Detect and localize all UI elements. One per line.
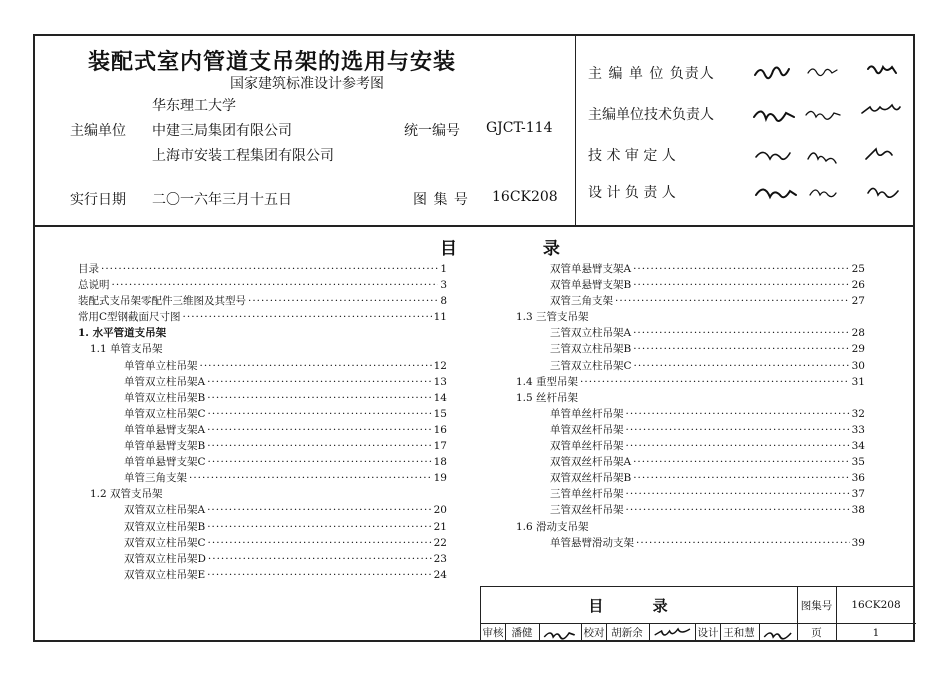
toc-entry [78, 277, 447, 293]
toc-entry [78, 551, 447, 567]
check-label: 校对 [581, 623, 607, 642]
toc-entry [78, 293, 447, 309]
toc-leader-dots [633, 470, 849, 486]
atlas-no-value: 16CK208 [851, 599, 901, 611]
atlas-number-label: 图 集 号 [413, 192, 469, 208]
toc-leader-dots [626, 438, 850, 454]
toc-entry [504, 374, 865, 390]
toc-entry-label: 三管单丝杆吊架 [550, 488, 624, 501]
toc-entry-page: 36 [851, 472, 865, 485]
toc-entry-page: 23 [433, 552, 447, 565]
toc-entry-page: 21 [433, 520, 447, 533]
serial-label: 统一编号 [404, 123, 460, 139]
toc-leader-dots [207, 567, 431, 583]
design-signature [759, 624, 799, 643]
toc-entry-page: 28 [851, 327, 865, 340]
toc-entry [78, 519, 447, 535]
editor-label: 主编单位 [70, 123, 126, 139]
toc-entry-page: 18 [433, 456, 447, 469]
toc-entry-label: 单管双立柱吊架B [124, 391, 206, 404]
toc-leader-dots [626, 422, 850, 438]
toc-entry-label: 三管双立柱吊架B [550, 343, 632, 356]
toc-entry [78, 486, 447, 502]
toc-entry-page: 22 [433, 536, 447, 549]
toc-leader-dots [626, 502, 850, 518]
toc-entry-label: 1.4 重型吊架 [516, 375, 579, 388]
toc-leader-dots [633, 325, 850, 341]
toc-entry-label: 单管三角支架 [124, 472, 187, 485]
toc-entry-label: 双管双立柱吊架C [124, 536, 206, 549]
toc-leader-dots [200, 358, 432, 374]
toc-entry-page: 27 [851, 295, 865, 308]
toc-leader-dots [207, 519, 431, 535]
toc-entry-page: 25 [851, 263, 865, 275]
toc-entry [78, 261, 447, 277]
toc-leader-dots [207, 374, 432, 390]
toc-entry [504, 470, 865, 486]
toc-entry [78, 374, 447, 390]
responsible-role-1: 主 编 单 位 负责人 [588, 66, 715, 82]
toc-leader-dots [208, 535, 432, 551]
toc-entry-label: 单管双丝杆吊架 [550, 423, 624, 436]
toc-leader-dots [112, 277, 439, 293]
editor-3: 上海市安装工程集团有限公司 [152, 148, 334, 164]
toc-entry-label: 双管双丝杆吊架B [550, 472, 632, 485]
toc-entry-page: 8 [440, 295, 447, 308]
toc-leader-dots [615, 293, 850, 309]
toc-entry [504, 261, 865, 277]
review-signature [539, 624, 581, 643]
toc-entry-label: 双管双丝杆吊架A [550, 456, 632, 469]
toc-entry-page: 13 [433, 375, 447, 388]
toc-right-column [504, 261, 865, 551]
header-column-divider [575, 34, 576, 225]
toc-leader-dots [208, 406, 432, 422]
responsible-role-2: 主编单位技术负责人 [588, 107, 714, 123]
toc-entry-label: 双管双立柱吊架E [124, 568, 206, 581]
page-label: 页 [811, 627, 822, 639]
toc-entry [78, 390, 447, 406]
toc-entry [78, 325, 447, 341]
editor-1: 华东理工大学 [152, 98, 236, 114]
toc-entry [504, 438, 865, 454]
toc-entry-label: 1.3 三管支吊架 [516, 311, 589, 324]
review-label: 审核 [481, 623, 506, 642]
toc-left-column [78, 261, 447, 583]
design-name: 王和慧 [719, 623, 760, 642]
toc-heading: 目 录 [440, 239, 600, 259]
toc-leader-dots [626, 406, 850, 422]
toc-entry-page: 34 [851, 440, 865, 453]
toc-entry-page: 12 [433, 359, 447, 372]
toc-leader-dots [207, 438, 431, 454]
toc-entry-label: 双管单丝杆吊架 [550, 440, 624, 453]
toc-entry-page: 15 [433, 407, 447, 420]
toc-entry [504, 293, 865, 309]
toc-entry [78, 502, 447, 518]
atlas-no-label: 图集号 [800, 599, 833, 612]
toc-entry-label: 装配式支吊架零配件三维图及其型号 [78, 295, 246, 308]
toc-entry-page: 19 [433, 472, 447, 485]
toc-entry-label: 1.1 单管支吊架 [90, 343, 163, 356]
toc-entry-page: 1 [440, 263, 447, 275]
atlas-number: 16CK208 [492, 189, 558, 205]
toc-leader-dots [208, 551, 432, 567]
title-block [480, 586, 915, 642]
toc-entry-label: 单管单悬臂支架B [124, 440, 206, 453]
toc-entry-label: 单管悬臂滑动支架 [550, 536, 634, 549]
toc-leader-dots [101, 261, 438, 277]
toc-entry-label: 1.6 滑动支吊架 [516, 520, 589, 533]
atlas-title: 装配式室内管道支吊架的选用与安装 [88, 50, 457, 75]
toc-entry-label: 三管双立柱吊架A [550, 327, 632, 340]
toc-entry-label: 单管单悬臂支架A [124, 423, 206, 436]
toc-entry-label: 双管单悬臂支架A [550, 263, 632, 275]
toc-entry-label: 单管双立柱吊架A [124, 375, 206, 388]
toc-entry-page: 16 [433, 423, 447, 436]
toc-entry-label: 目录 [78, 263, 99, 275]
toc-entry-label: 双管双立柱吊架A [124, 504, 206, 517]
toc-entry-page: 35 [851, 456, 865, 469]
toc-entry-page: 26 [851, 279, 865, 292]
toc-entry-page: 29 [851, 343, 865, 356]
toc-entry [78, 422, 447, 438]
header-divider [33, 225, 915, 227]
toc-entry-label: 双管单悬臂支架B [550, 279, 632, 292]
toc-entry [504, 309, 865, 325]
atlas-subtitle: 国家建筑标准设计参考图 [230, 76, 384, 92]
toc-entry [78, 535, 447, 551]
toc-entry-label: 1.5 丝杆吊架 [516, 391, 579, 404]
toc-entry-label: 单管单悬臂支架C [124, 456, 206, 469]
responsible-role-3: 技 术 审 定 人 [588, 148, 676, 164]
toc-leader-dots [248, 293, 438, 309]
toc-leader-dots [189, 470, 432, 486]
check-name: 胡新余 [605, 623, 650, 642]
toc-entry [78, 341, 447, 357]
toc-entry-label: 三管双丝杆吊架 [550, 504, 624, 517]
toc-leader-dots [207, 422, 432, 438]
toc-leader-dots [636, 535, 850, 551]
toc-leader-dots [634, 358, 850, 374]
toc-leader-dots [208, 454, 432, 470]
toc-leader-dots [633, 277, 849, 293]
toc-entry [78, 470, 447, 486]
toc-leader-dots [207, 502, 432, 518]
toc-entry [78, 309, 447, 325]
toc-entry [504, 486, 865, 502]
toc-leader-dots [580, 374, 850, 390]
toc-entry-page: 17 [433, 440, 447, 453]
design-label: 设计 [695, 623, 721, 642]
toc-entry [504, 390, 865, 406]
toc-entry [78, 438, 447, 454]
toc-entry-page: 20 [433, 504, 447, 517]
toc-leader-dots [183, 309, 432, 325]
toc-leader-dots [633, 341, 849, 357]
serial-number: GJCT-114 [486, 120, 553, 136]
toc-entry-label: 单管双立柱吊架C [124, 407, 206, 420]
toc-entry-page: 37 [851, 488, 865, 501]
toc-entry-page: 11 [433, 311, 447, 324]
date-label: 实行日期 [70, 192, 126, 208]
toc-entry-page: 31 [851, 375, 865, 388]
toc-leader-dots [633, 454, 850, 470]
toc-entry [78, 358, 447, 374]
toc-entry-label: 单管单立柱吊架 [124, 359, 198, 372]
toc-entry-label: 单管单丝杆吊架 [550, 407, 624, 420]
toc-entry-label: 双管双立柱吊架B [124, 520, 206, 533]
toc-entry [78, 567, 447, 583]
toc-entry-page: 3 [440, 279, 447, 292]
toc-entry-label: 1. 水平管道支吊架 [78, 327, 167, 340]
check-signature [649, 624, 697, 643]
toc-entry-page: 30 [851, 359, 865, 372]
toc-entry-label: 常用C型钢截面尺寸图 [78, 311, 181, 324]
toc-entry-page: 24 [433, 568, 447, 581]
toc-entry [504, 358, 865, 374]
toc-entry-page: 14 [433, 391, 447, 404]
toc-entry [504, 406, 865, 422]
toc-entry-label: 双管三角支架 [550, 295, 613, 308]
effective-date: 二〇一六年三月十五日 [152, 192, 292, 208]
toc-entry-label: 三管双立柱吊架C [550, 359, 632, 372]
toc-entry-label: 总说明 [78, 279, 110, 292]
toc-leader-dots [626, 486, 850, 502]
toc-entry [504, 454, 865, 470]
toc-entry-label: 双管双立柱吊架D [124, 552, 206, 565]
toc-entry [504, 325, 865, 341]
handwritten-signatures [750, 55, 910, 215]
toc-entry [504, 341, 865, 357]
toc-leader-dots [207, 390, 431, 406]
toc-entry-page: 32 [851, 407, 865, 420]
toc-leader-dots [633, 261, 850, 277]
toc-entry [504, 502, 865, 518]
toc-entry [504, 519, 865, 535]
page-number: 1 [872, 626, 880, 639]
responsible-role-4: 设 计 负 责 人 [588, 185, 676, 201]
review-name: 潘健 [505, 623, 540, 642]
toc-entry-page: 39 [851, 536, 865, 549]
sheet-title: 目 录 [588, 596, 690, 615]
toc-entry-page: 38 [851, 504, 865, 517]
editor-2: 中建三局集团有限公司 [152, 123, 292, 139]
toc-entry [78, 406, 447, 422]
toc-entry [504, 422, 865, 438]
toc-entry-page: 33 [851, 423, 865, 436]
toc-entry [504, 535, 865, 551]
toc-entry-label: 1.2 双管支吊架 [90, 488, 163, 501]
toc-entry [504, 277, 865, 293]
toc-entry [78, 454, 447, 470]
